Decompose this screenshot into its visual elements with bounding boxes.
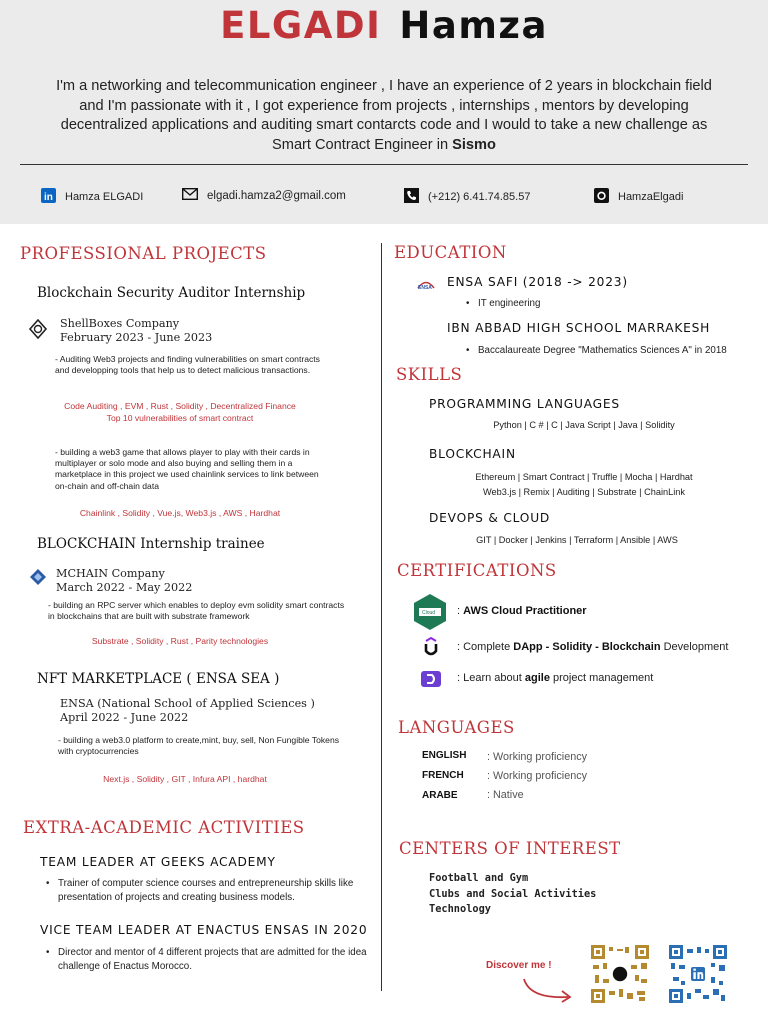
arrow-icon	[520, 975, 575, 1010]
project-description: - building an RPC server which enables to deploy evm solidity smart contracts in blockchains that are built with substrate framework	[48, 600, 345, 622]
github-qr-code[interactable]	[591, 945, 649, 1003]
summary-line: decentralized applications and auditing smart contarcts code and I would to take a new challenge as	[60, 117, 708, 133]
interest-item: Clubs and Social Activities	[429, 887, 597, 900]
tech-stack: Code Auditing , EVM , Rust , Solidity , Decentralized Finance Top 10 vulnerabilities of smart contract	[64, 401, 296, 423]
interests-list	[429, 871, 596, 918]
language-level: : Working proficiency	[487, 751, 588, 763]
project-description: - Auditing Web3 projects and finding vulnerabilities on smart contracts and developping tools that help us to detect malicious transactions.	[55, 354, 320, 376]
language-name: FRENCH	[422, 770, 464, 781]
summary-line: Smart Contract Engineer in Sismo	[272, 136, 496, 153]
email-contact[interactable]	[182, 188, 346, 203]
skill-list: Python | C # | C | Java Script | Java | Solidity	[493, 420, 675, 430]
phone-contact[interactable]	[404, 188, 530, 206]
company-name: ShellBoxes Company	[60, 317, 180, 330]
activity-description: • Director and mentor of 4 different projects that are admitted for the idea challenge of Enactus Morocco.	[58, 946, 368, 973]
svg-text:in: in	[44, 192, 53, 203]
profile-summary	[30, 77, 738, 155]
language-name: ENGLISH	[422, 750, 467, 761]
cert-udemy: : Complete DApp - Solidity - Blockchain Development	[457, 641, 729, 653]
project-title: BLOCKCHAIN Internship trainee	[37, 536, 265, 552]
company-name: MCHAIN Company	[56, 567, 165, 580]
summary-line: I'm a networking and telecommunication engineer , I have an experience of 2 years in blockchain field	[56, 78, 712, 94]
interests-heading: CENTERS OF INTEREST	[399, 839, 621, 858]
cert-aws: : AWS Cloud Practitioner	[457, 605, 587, 617]
column-divider	[381, 243, 382, 991]
github-username: HamzaElgadi	[618, 191, 684, 203]
school-name: ENSA SAFI (2018 -> 2023)	[447, 275, 628, 289]
school-detail: • Baccalaureate Degree "Mathematics Sciences A" in 2018	[478, 344, 727, 358]
skill-category: PROGRAMMING LANGUAGES	[429, 397, 620, 411]
target-company: Sismo	[452, 136, 496, 153]
linkedin-qr-code[interactable]	[669, 945, 727, 1003]
project-title: Blockchain Security Auditor Internship	[37, 285, 306, 301]
last-name: Hamza	[399, 4, 548, 47]
linkedin-contact[interactable]	[41, 188, 143, 206]
svg-text:Cloud: Cloud	[422, 610, 436, 616]
activity-description: • Trainer of computer science courses and entrepreneurship skills like presentation of projects and creating business models.	[58, 877, 368, 904]
interest-item: Technology	[429, 903, 491, 915]
certifications-heading: CERTIFICATIONS	[397, 561, 557, 580]
skill-list: GIT | Docker | Jenkins | Terraform | Ansible | AWS	[476, 535, 678, 545]
education-heading: EDUCATION	[394, 243, 507, 262]
activity-title: VICE TEAM LEADER AT ENACTUS ENSAS IN 2020	[40, 923, 368, 937]
project-dates: April 2022 - June 2022	[60, 711, 189, 724]
github-contact[interactable]	[594, 188, 683, 206]
project-title: NFT MARKETPLACE ( ENSA SEA )	[37, 671, 280, 687]
languages-heading: LANGUAGES	[398, 718, 515, 737]
email-address: elgadi.hamza2@gmail.com	[207, 189, 346, 202]
project-dates: February 2023 - June 2023	[60, 331, 213, 344]
mchain-logo-icon	[29, 568, 47, 591]
school-detail: • IT engineering	[478, 297, 540, 311]
discover-label: Discover me !	[486, 960, 552, 971]
tech-stack: Substrate , Solidity , Rust , Parity technologies	[91, 636, 269, 646]
project-description: - building a web3.0 platform to create,mint, buy, sell, Non Fungible Tokens with cryptocurrencies	[58, 735, 340, 757]
school-name: IBN ABBAD HIGH SCHOOL MARRAKESH	[447, 321, 711, 335]
first-name: ELGADI	[220, 4, 382, 47]
full-name	[0, 4, 768, 47]
phone-number: (+212) 6.41.74.85.57	[428, 191, 531, 203]
language-level: : Native	[487, 789, 524, 801]
language-name: ARABE	[422, 790, 458, 801]
projects-heading: PROFESSIONAL PROJECTS	[20, 244, 267, 263]
udemy-logo-icon	[424, 637, 438, 662]
header-divider	[20, 164, 748, 165]
skill-category: DEVOPS & CLOUD	[429, 511, 551, 525]
project-dates: March 2022 - May 2022	[56, 581, 193, 594]
mail-icon	[182, 188, 198, 203]
shellboxes-logo-icon	[28, 319, 48, 344]
tech-stack: Next.js , Solidity , GIT , Infura API , hardhat	[103, 774, 267, 784]
company-name: ENSA (National School of Applied Sciences )	[60, 697, 315, 710]
course-platform-icon	[421, 671, 441, 692]
activity-title: TEAM LEADER AT GEEKS ACADEMY	[40, 855, 276, 869]
linkedin-name: Hamza ELGADI	[65, 191, 144, 203]
phone-icon	[404, 188, 419, 206]
interest-item: Football and Gym	[429, 872, 529, 884]
language-level: : Working proficiency	[487, 770, 588, 782]
skill-category: BLOCKCHAIN	[429, 447, 516, 461]
company-info	[60, 697, 315, 725]
ensa-logo-icon	[416, 277, 436, 295]
summary-line: and I'm passionate with it , I got experience from projects , internships , mentors by developing	[79, 97, 689, 114]
github-icon	[594, 188, 609, 206]
project-description: - building a web3 game that allows player to play with their cards in multiplayer or solo mode and also buying and selling them in a marketplace in this project we used chainlink services to link between on-chain and off-chain data	[55, 447, 319, 491]
linkedin-icon	[41, 188, 56, 206]
skill-list: Ethereum | Smart Contract | Truffle | Mocha | Hardhat Web3.js | Remix | Auditing | Substrate | ChainLink	[475, 472, 693, 497]
cert-agile: : Learn about agile project management	[457, 672, 654, 684]
tech-stack: Chainlink , Solidity , Vue.js, Web3.js , AWS , Hardhat	[79, 508, 281, 518]
aws-badge-icon	[411, 593, 449, 636]
extra-activities-heading: EXTRA-ACADEMIC ACTIVITIES	[23, 818, 305, 837]
svg-text:ENSA: ENSA	[418, 285, 432, 290]
skills-heading: SKILLS	[396, 365, 463, 384]
company-info	[56, 567, 192, 595]
company-info	[60, 317, 212, 345]
